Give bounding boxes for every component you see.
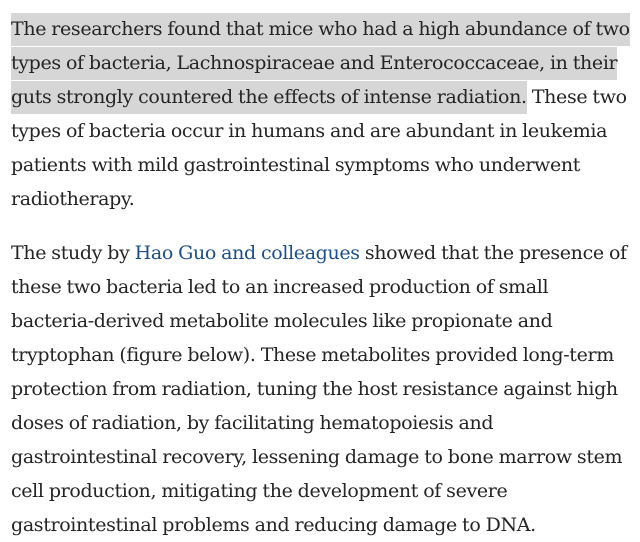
study-authors-link[interactable]: Hao Guo and colleagues: [134, 242, 360, 264]
paragraph-radiation-findings: [11, 12, 635, 216]
paragraph-study-details: [11, 236, 635, 542]
paragraph-text: The study by: [11, 242, 135, 264]
highlighted-text-selection[interactable]: The researchers found that mice who had a high abundance of two types of bacteria, Lachnospiraceae and Enterococcaceae, in their guts strongly countered the effects of intense radiation.: [11, 13, 630, 114]
article-body: [11, 12, 635, 542]
paragraph-text: showed that the presence of these two bacteria led to an increased production of small bacteria-derived metabolite molecules like propionate and tryptophan (figure below). These metabolites provided long-term protection from radiation, tuning the host resistance against high doses of radiation, by facilitating hematopoiesis and gastrointestinal recovery, lessening damage to bone marrow stem cell production, mitigating the development of severe gastrointestinal problems and reducing damage to DNA.: [11, 242, 627, 536]
paragraph-text: These two types of bacteria occur in humans and are abundant in leukemia patients with mild gastrointestinal symptoms who underwent radiotherapy.: [11, 86, 627, 210]
